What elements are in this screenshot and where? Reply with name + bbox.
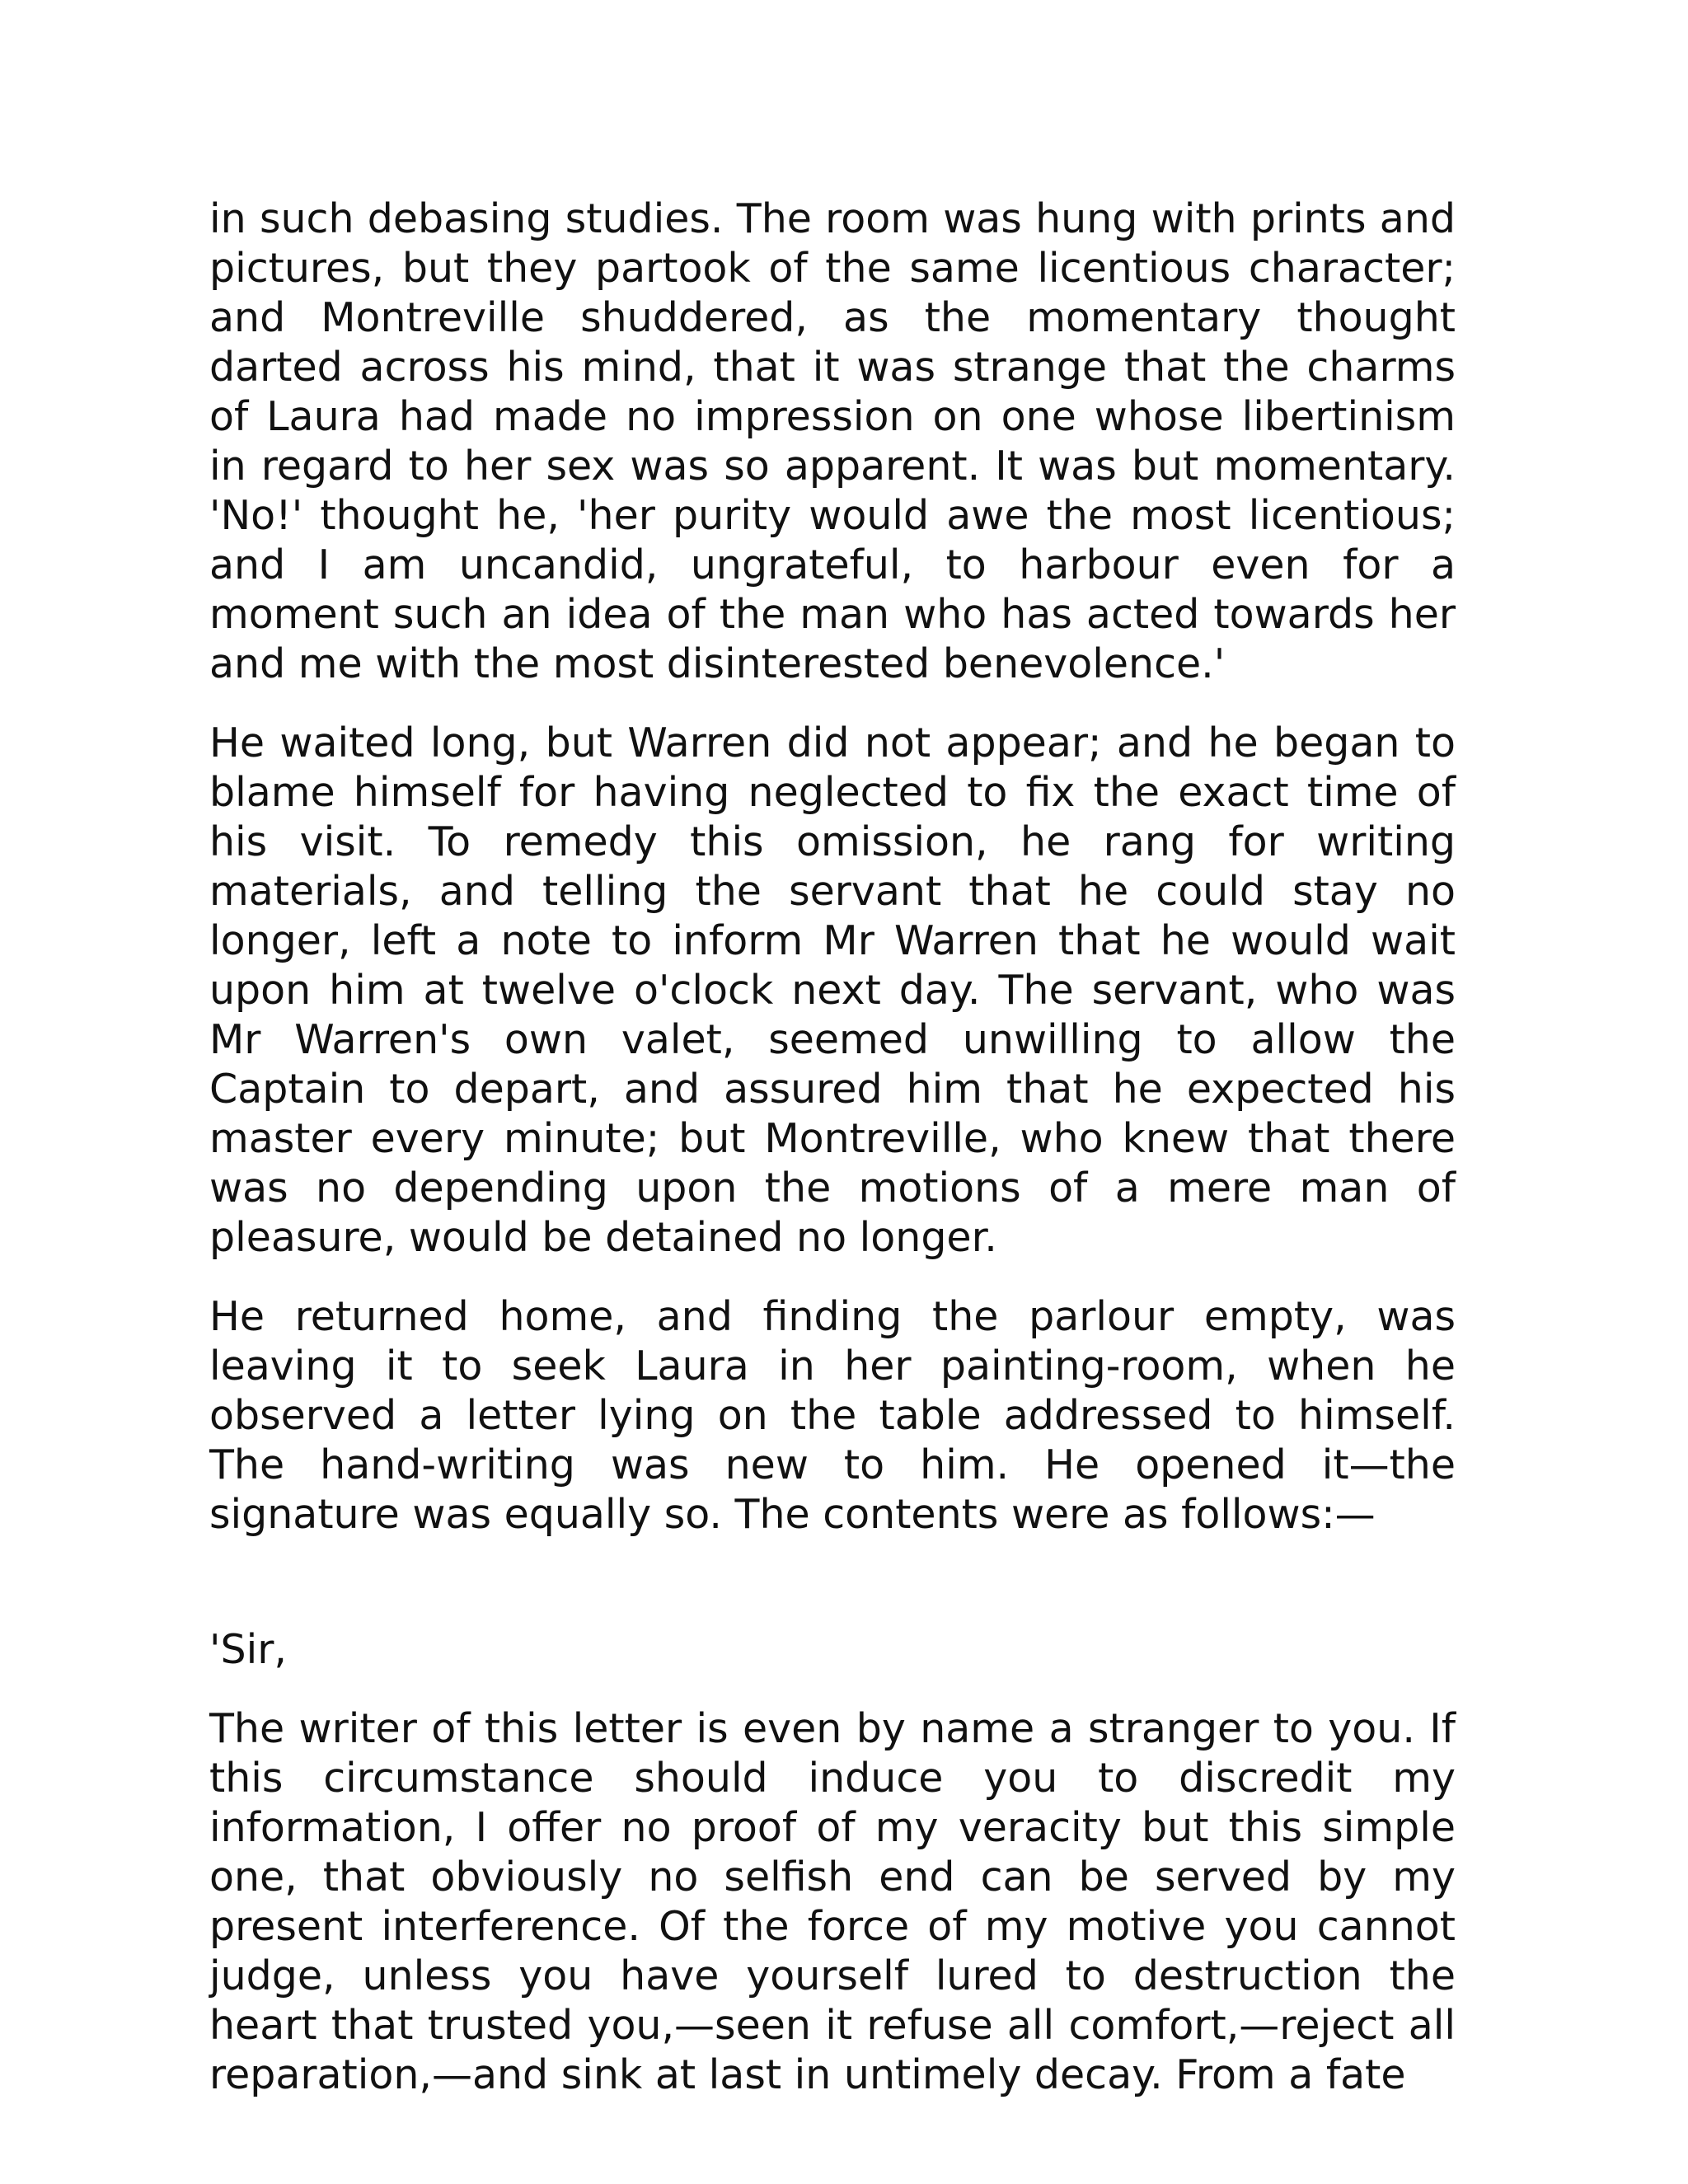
document-page — [209, 194, 1456, 2100]
letter-salutation: 'Sir, — [209, 1626, 287, 1673]
paragraph-3: He returned home, and finding the parlour empty, was leaving it to seek Laura in her painting-room, when he observed a letter lying on the table addressed to himself. The hand-writing was new to him. He opened it—the signature was equally so. The contents were as follows:— — [209, 1293, 1456, 1538]
paragraph-spacer — [209, 1263, 1456, 1292]
paragraph-spacer — [209, 1675, 1456, 1704]
paragraph-2: He waited long, but Warren did not appear; and he began to blame himself for having neglected to fix the exact time of his visit. To remedy this omission, he rang for writing materials, and telling the servant that he could stay no longer, left a note to inform Mr Warren that he would wait upon him at twelve o'clock next day. The servant, who was Mr Warren's own valet, seemed unwilling to allow the Captain to depart, and assured him that he expected his master every minute; but Montreville, who knew that there was no depending upon the motions of a mere man of pleasure, would be detained no longer. — [209, 719, 1456, 1261]
paragraph-spacer — [209, 689, 1456, 719]
section-spacer — [209, 1540, 1456, 1625]
paragraph-1: in such debasing studies. The room was hung with prints and pictures, but they partook of the same licentious character; and Montreville shuddered, as the momentary thought darted across his mind, that it was strange that the charms of Laura had made no impression on one whose libertinism in regard to her sex was so apparent. It was but momentary. 'No!' thought he, 'her purity would awe the most licentious; and I am uncandid, ungrateful, to harbour even for a moment such an idea of the man who has acted towards her and me with the most disinterested benevolence.' — [209, 195, 1456, 687]
letter-body: The writer of this letter is even by name a stranger to you. If this circumstance should induce you to discredit my information, I offer no proof of my veracity but this simple one, that obviously no selfish end can be served by my present interference. Of the force of my motive you cannot judge, unless you have yourself lured to destruction the heart that trusted you,—seen it refuse all comfort,—reject all reparation,—and sink at last in untimely decay. From a fate — [209, 1705, 1456, 2098]
